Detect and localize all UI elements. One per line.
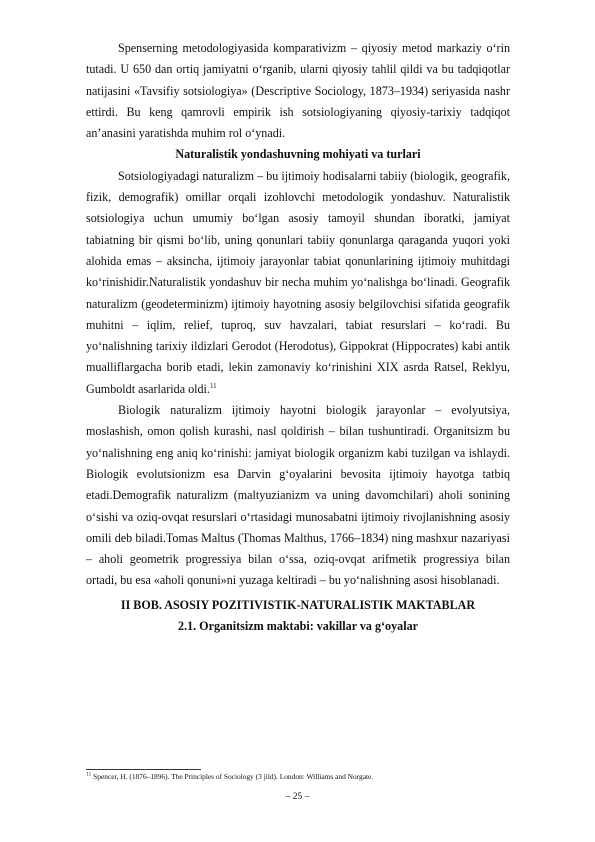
chapter-heading: II BOB. ASOSIY POZITIVISTIK-NATURALISTIK MAKTABLAR: [120, 597, 476, 612]
footnote-reference[interactable]: 11: [209, 381, 217, 390]
paragraph-biological-naturalism: Biologik naturalizm ijtimoiy hayotni biologik jarayonlar – evolyutsiya, moslashish, omon qolish kurashi, nasl qoldirish – bilan tushuntiradi. Organitsizm bu yo‘nalishning eng aniq ko‘rinishi: jamiyat biologik organizm kabi tuzilgan va ishlaydi. Biologik evolutsionizm esa Darvin g‘oyalarini bevosita ijtimoiy hayotga tatbiq etadi.Demografik naturalizm (maltyuzianizm va uning davomchilari) aholi sonining o‘sishi va oziq-ovqat resurslari o‘rtasidagi munosabatni ijtimoiy rivojlanishning asosiy omili deb biladi.Tomas Maltus (Thomas Malthus, 1766–1834) ning mashxur nazariyasi – aholi geometrik progressiya bilan o‘ssa, oziq-ovqat arifmetik progressiya bilan ortadi, bu esa «aholi qonuni»ni yuzaga keltiradi – bu yo‘nalishning asosi hisoblanadi.: [86, 403, 510, 588]
section-heading: Naturalistik yondashuvning mohiyati va turlari: [175, 147, 421, 162]
paragraph-comparativism: Spenserning metodologiyasida komparativizm – qiyosiy metod markaziy o‘rin tutadi. U 650 dan ortiq jamiyatni o‘rganib, ularni qiyosiy tahlil qildi va bu tadqiqotlar natijasini «Tavsifiy sotsiologiya» (Descriptive Sociology, 1873–1934) seriyasida nashr ettirdi. Bu keng qamrovli empirik ish sotsiologiyaning qiyosiy-tarixiy tadqiqot an’anasini yaratishda muhim rol o‘ynadi.: [86, 41, 510, 141]
footnote-number: 11: [86, 771, 92, 778]
subsection-heading: 2.1. Organitsizm maktabi: vakillar va g‘oyalar: [178, 619, 418, 634]
paragraph-naturalism-text: Sotsiologiyadagi naturalizm – bu ijtimoiy hodisalarni tabiiy (biologik, geografik, fizik, demografik) omillar orqali izohlovchi metodologik yondashuv. Naturalistik sotsiologiya uchun umumiy bo‘lgan asosiy tamoyil shundan iboratki, jamiyat tabiatning bir qismi bo‘lib, uning qonunlari tabiiy qonunlarga qaraganda yuqori yoki alohida emas – aksincha, ijtimoiy jarayonlar tabiat qonunlarining ijtimoiy muhitdagi ko‘rinishidir.Naturalistik yondashuv bir necha muhim yo‘nalishga bo‘linadi. Geografik naturalizm (geodeterminizm) ijtimoiy hayotning asosiy belgilovchisi sifatida geografik muhitni – iqlim, relief, tuproq, suv havzalari, tabiat resurslari – ko‘radi. Bu yo‘nalishning tarixiy ildizlari Gerodot (Herodotus), Gippokrat (Hippocrates) kabi antik mualliflargacha borib etadi, lekin zamonaviy ko‘rinishini XIX asrda Ratsel, Reklyu, Gumboldt asarlarida oldi.: [86, 168, 510, 396]
footnote-text: Spencer, H. (1876–1896). The Principles of Sociology (3 jild). London: Williams and Norgate.: [93, 772, 374, 781]
footnote-divider: [86, 769, 201, 770]
document-page: [86, 38, 510, 637]
footnote: [86, 772, 526, 782]
paragraph-naturalism: [86, 166, 510, 400]
page-number: – 25 –: [285, 792, 310, 802]
